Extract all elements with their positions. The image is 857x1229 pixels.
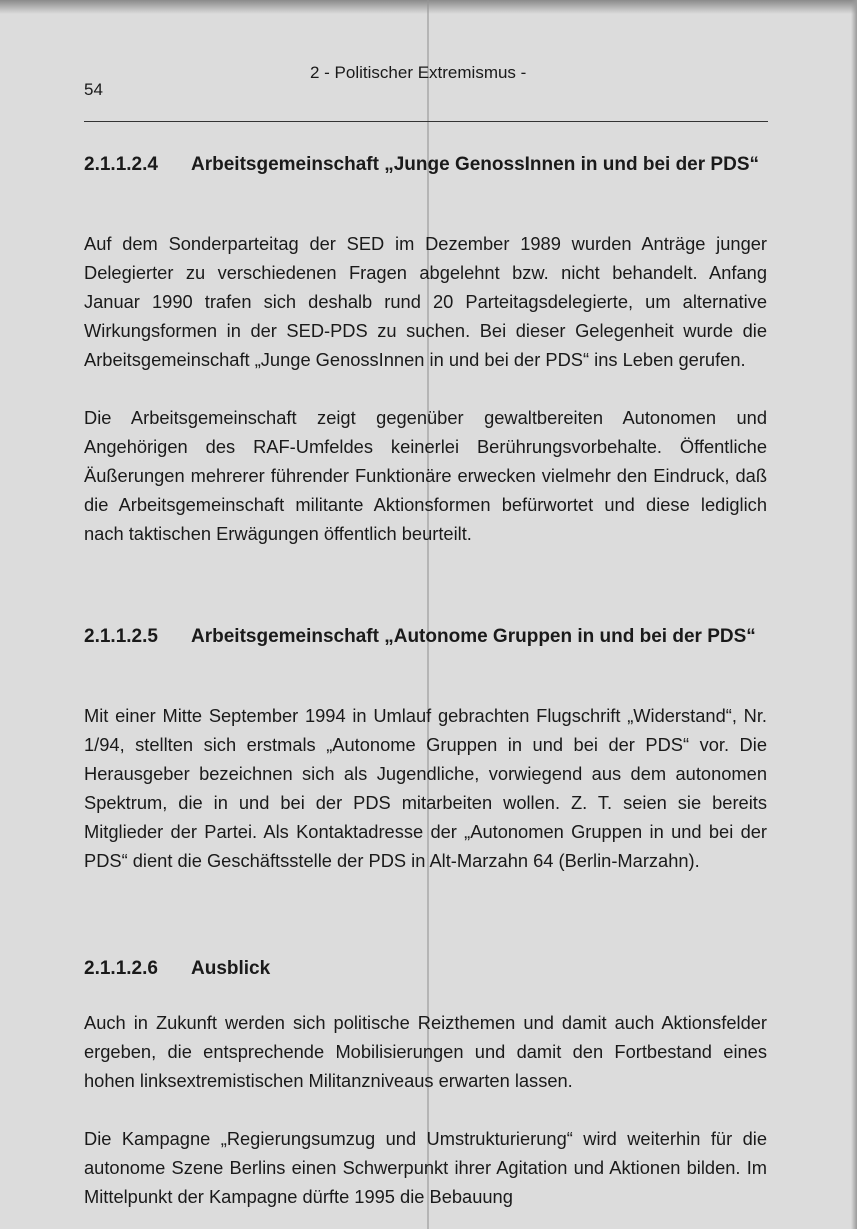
section-title: Arbeitsgemeinschaft „Junge GenossInnen in und bei der PDS“	[191, 154, 759, 175]
header-rule	[84, 121, 768, 122]
page-number: 54	[84, 80, 103, 99]
paragraph: Mit einer Mitte September 1994 in Umlauf gebrachten Flugschrift „Widerstand“, Nr. 1/94, stellten sich erstmals „Autonome Gruppen in und bei der PDS“ vor. Die Herausgeber bezeichnen sich als Jugendliche, vorwiegend aus dem autonomen Spektrum, die in und bei der PDS mitarbeiten wollen. Z. T. seien sie bereits Mitglieder der Partei. Als Kontaktadresse der „Autonomen Gruppen in und bei der PDS“ dient die Geschäftsstelle der PDS in Alt-Marzahn 64 (Berlin-Marzahn).	[84, 705, 767, 871]
section-title: Ausblick	[191, 958, 271, 979]
section-number: 2.1.1.2.4	[84, 154, 158, 175]
scan-right-edge	[851, 0, 857, 1229]
section-number: 2.1.1.2.6	[84, 958, 158, 979]
section-title: Arbeitsgemeinschaft „Autonome Gruppen in und bei der PDS“	[191, 626, 756, 647]
paragraph: Die Kampagne „Regierungsumzug und Umstrukturierung“ wird weiterhin für die autonome Szene Berlins einen Schwerpunkt ihrer Agitation und Aktionen bilden. Im Mittelpunkt der Kampagne dürfte 1995 die Bebauung	[84, 1128, 767, 1207]
running-header: 2 - Politischer Extremismus -	[310, 63, 527, 82]
paragraph: Auch in Zukunft werden sich politische Reizthemen und damit auch Aktionsfelder ergeben, die entsprechende Mobilisierungen und damit den Fortbestand eines hohen linksextremistischen Militanzniveaus erwarten lassen.	[84, 1012, 767, 1091]
paragraph: Auf dem Sonderparteitag der SED im Dezember 1989 wurden Anträge junger Delegierter zu verschiedenen Fragen abgelehnt bzw. nicht behandelt. Anfang Januar 1990 trafen sich deshalb rund 20 Parteitagsdelegierte, um alternative Wirkungsformen in der SED-PDS zu suchen. Bei dieser Gelegenheit wurde die Arbeitsgemeinschaft „Junge GenossInnen in und bei der PDS“ ins Leben gerufen.	[84, 233, 767, 370]
paragraph: Die Arbeitsgemeinschaft zeigt gegenüber gewaltbereiten Autonomen und Angehörigen des RAF-Umfeldes keinerlei Berührungsvorbehalte. Öffentliche Äußerungen mehrerer führender Funktionäre erwecken vielmehr den Eindruck, daß die Arbeitsgemeinschaft militante Aktionsformen befürwortet und diese lediglich nach taktischen Erwägungen öffentlich beurteilt.	[84, 407, 767, 544]
section-number: 2.1.1.2.5	[84, 626, 158, 647]
